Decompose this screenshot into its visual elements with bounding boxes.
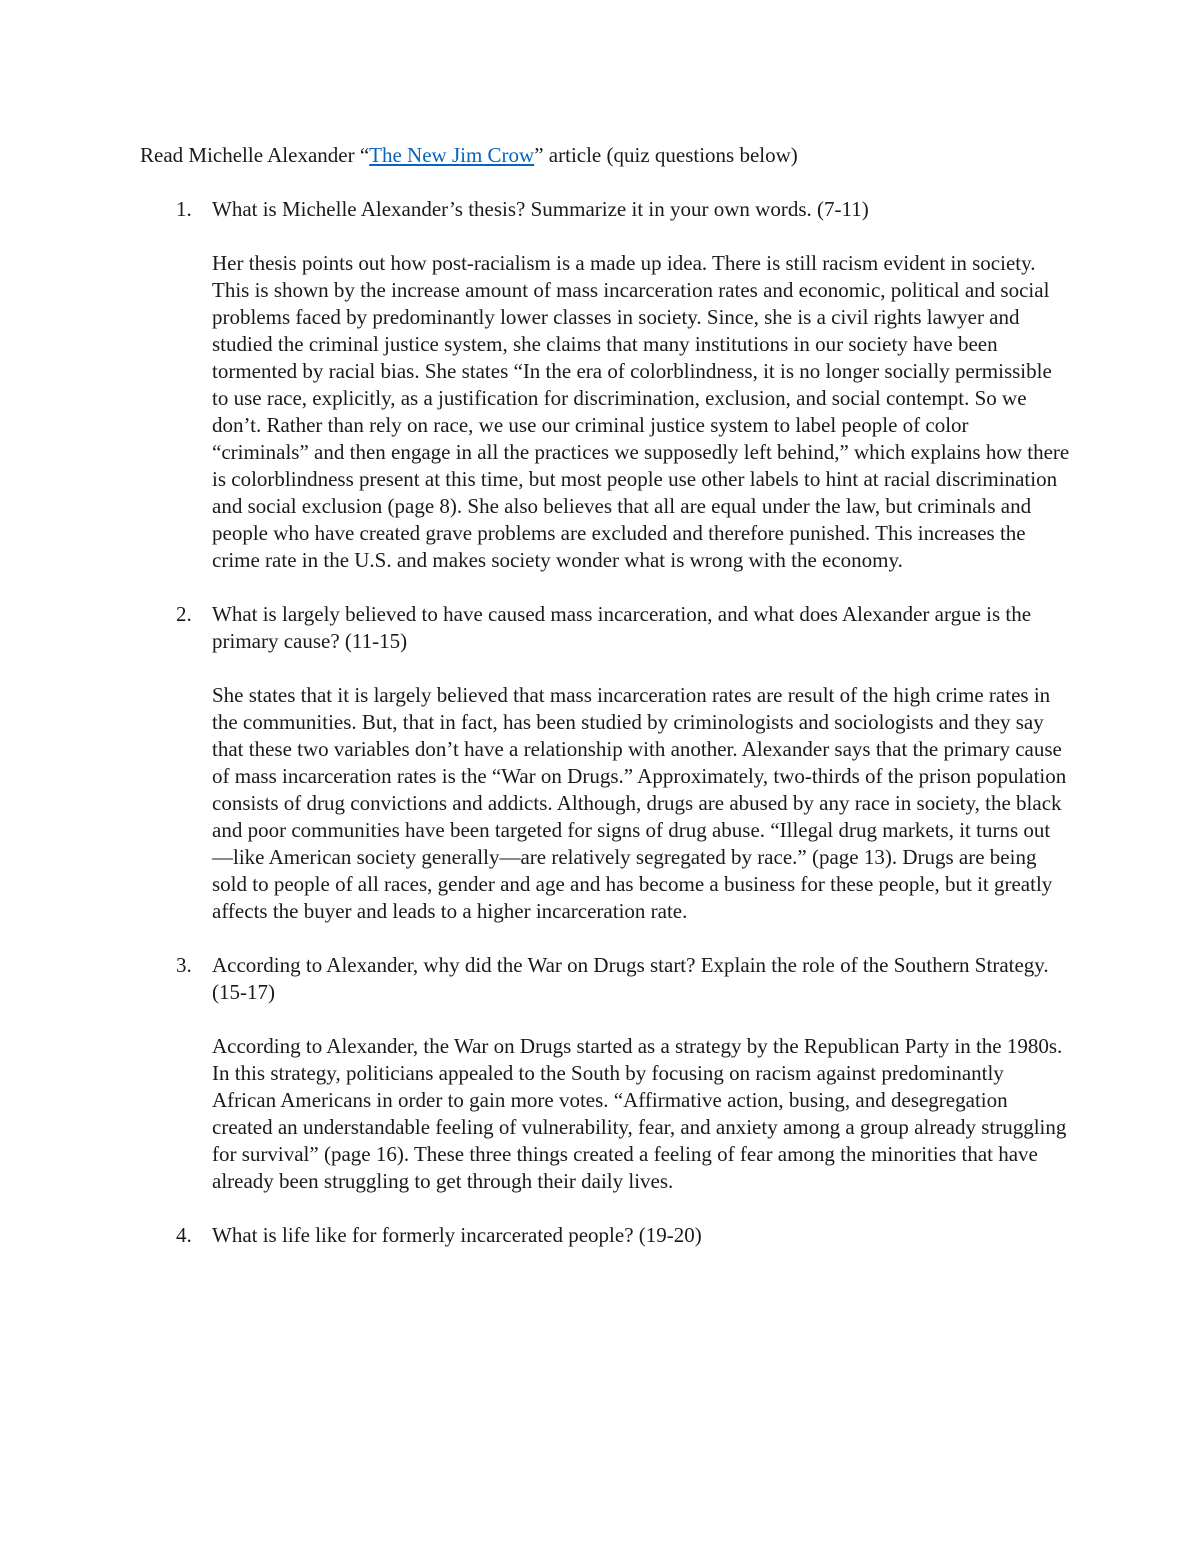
question-number: 3. [176, 953, 192, 977]
question-text: What is largely believed to have caused mass incarceration, and what does Alexander argue is the primary cause? (11-15) [212, 602, 1032, 653]
question-number: 2. [176, 602, 192, 626]
intro-prefix: Read Michelle Alexander “ [140, 143, 370, 167]
intro-suffix: ” article (quiz questions below) [534, 143, 798, 167]
question-1 [140, 196, 1070, 574]
question-number: 1. [176, 197, 192, 221]
intro-line [140, 142, 1070, 169]
question-2 [140, 601, 1070, 925]
answer-text: According to Alexander, the War on Drugs started as a strategy by the Republican Party in the 1980s. In this strategy, politicians appealed to the South by focusing on racism against predominantly African Americans in order to gain more votes. “Affirmative action, busing, and desegregation created an understandable feeling of vulnerability, fear, and anxiety among a group already struggling for survival” (page 16). These three things created a feeling of fear among the minorities that have already been struggling to get through their daily lives. [212, 1034, 1067, 1193]
article-link[interactable]: The New Jim Crow [369, 143, 535, 167]
answer-text: Her thesis points out how post-racialism is a made up idea. There is still racism evident in society. This is shown by the increase amount of mass incarceration rates and economic, political and social problems faced by predominantly lower classes in society. Since, she is a civil rights lawyer and studied the criminal justice system, she claims that many institutions in our society have been tormented by racial bias. She states “In the era of colorblindness, it is no longer socially permissible to use race, explicitly, as a justification for discrimination, exclusion, and social contempt. So we don’t. Rather than rely on race, we use our criminal justice system to label people of color “criminals” and then engage in all the practices we supposedly left behind,” which explains how there is colorblindness present at this time, but most people use other labels to hint at racial discrimination and social exclusion (page 8). She also believes that all are equal under the law, but criminals and people who have created grave problems are excluded and therefore punished. This increases the crime rate in the U.S. and makes society wonder what is wrong with the economy. [212, 251, 1070, 572]
question-number: 4. [176, 1223, 192, 1247]
question-3 [140, 952, 1070, 1195]
question-text: What is life like for formerly incarcerated people? (19-20) [212, 1223, 702, 1247]
document-page [140, 142, 1070, 1276]
question-text: What is Michelle Alexander’s thesis? Summarize it in your own words. (7-11) [212, 197, 869, 221]
answer-text: She states that it is largely believed that mass incarceration rates are result of the high crime rates in the communities. But, that in fact, has been studied by criminologists and sociologists and they say that these two variables don’t have a relationship with another. Alexander says that the primary cause of mass incarceration rates is the “War on Drugs.” Approximately, two-thirds of the prison population consists of drug convictions and addicts. Although, drugs are abused by any race in society, the black and poor communities have been targeted for signs of drug abuse. “Illegal drug markets, it turns out—like American society generally—are relatively segregated by race.” (page 13). Drugs are being sold to people of all races, gender and age and has become a business for these people, but it greatly affects the buyer and leads to a higher incarceration rate. [212, 683, 1067, 923]
question-text: According to Alexander, why did the War on Drugs start? Explain the role of the Southern Strategy. (15-17) [212, 953, 1049, 1004]
question-4 [140, 1222, 1070, 1249]
